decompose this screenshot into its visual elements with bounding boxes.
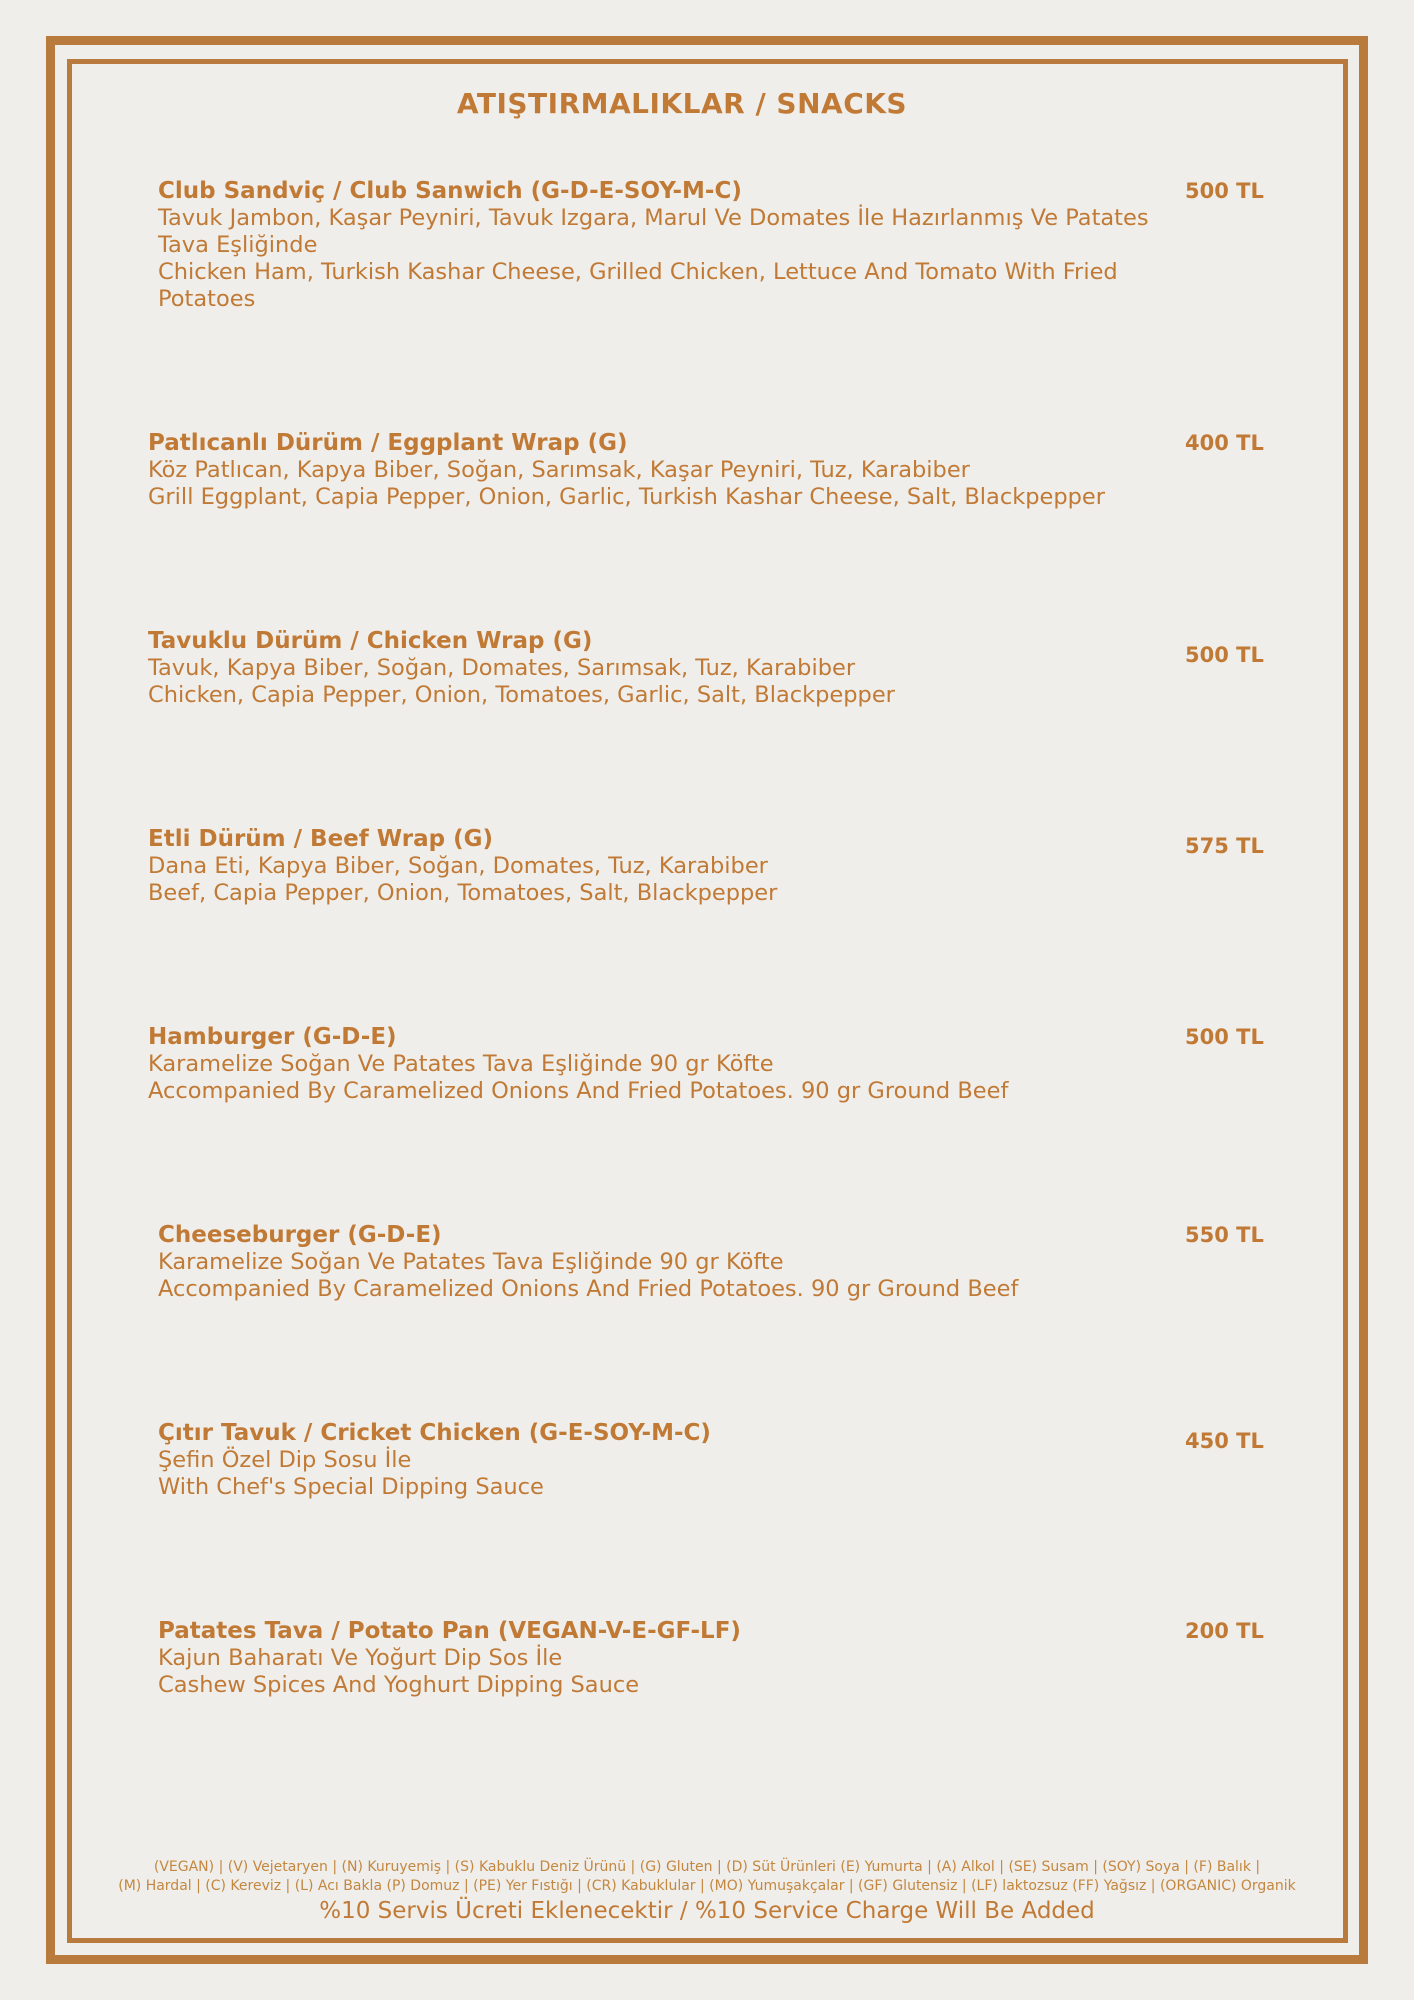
menu-item-cheeseburger	[158, 1222, 1198, 1303]
item-description-tr: Şefin Özel Dip Sosu İle	[158, 1447, 412, 1473]
item-name: Patates Tava / Potato Pan (VEGAN-V-E-GF-LF)	[158, 1618, 741, 1644]
item-name: Cheeseburger (G-D-E)	[158, 1222, 442, 1248]
item-price: 500 TL	[1185, 1025, 1264, 1049]
item-name: Etli Dürüm / Beef Wrap (G)	[148, 826, 493, 852]
item-name: Patlıcanlı Dürüm / Eggplant Wrap (G)	[148, 430, 628, 456]
item-price: 500 TL	[1185, 643, 1264, 667]
item-price: 200 TL	[1185, 1619, 1264, 1643]
menu-item-hamburger	[148, 1024, 1188, 1105]
item-name: Tavuklu Dürüm / Chicken Wrap (G)	[148, 628, 593, 654]
item-description-en: With Chef's Special Dipping Sauce	[158, 1474, 544, 1500]
item-description-tr: Karamelize Soğan Ve Patates Tava Eşliğinde 90 gr Köfte	[158, 1249, 784, 1275]
item-name: Club Sandviç / Club Sanwich (G-D-E-SOY-M-C)	[158, 178, 742, 204]
item-description-tr: Kajun Baharatı Ve Yoğurt Dip Sos İle	[158, 1645, 563, 1671]
item-description-tr: Köz Patlıcan, Kapya Biber, Soğan, Sarımsak, Kaşar Peyniri, Tuz, Karabiber	[148, 457, 970, 483]
allergen-legend-line-1: (VEGAN) | (V) Vejetaryen | (N) Kuruyemiş | (S) Kabuklu Deniz Ürünü | (G) Gluten | (D) Süt Ürünleri (E) Yumurta | (A) Alkol | (SE) Susam | (SOY) Soya | (F) Balık |	[153, 1859, 1261, 1875]
menu-item-crispy-chicken	[158, 1420, 1198, 1501]
menu-item-chicken-wrap	[148, 628, 1188, 709]
item-price: 500 TL	[1185, 179, 1264, 203]
menu-section-title: ATIŞTIRMALIKLAR / SNACKS	[456, 87, 908, 120]
menu-item-club-sandwich	[158, 178, 1198, 313]
item-description-en: Chicken, Capia Pepper, Onion, Tomatoes, Garlic, Salt, Blackpepper	[148, 682, 895, 708]
item-description-en: Accompanied By Caramelized Onions And Fried Potatoes. 90 gr Ground Beef	[158, 1276, 1019, 1302]
item-price: 400 TL	[1185, 431, 1264, 455]
service-charge-note: %10 Servis Ücreti Eklenecektir / %10 Service Charge Will Be Added	[319, 1898, 1095, 1924]
item-name: Hamburger (G-D-E)	[148, 1024, 397, 1050]
item-description-tr: Karamelize Soğan Ve Patates Tava Eşliğinde 90 gr Köfte	[148, 1051, 774, 1077]
menu-item-potato-pan	[158, 1618, 1198, 1699]
item-description-en: Cashew Spices And Yoghurt Dipping Sauce	[158, 1672, 640, 1698]
item-description-tr: Tavuk Jambon, Kaşar Peyniri, Tavuk Izgara, Marul Ve Domates İle Hazırlanmış Ve Patates Tava Eşliğinde	[158, 205, 1149, 258]
item-description-en: Grill Eggplant, Capia Pepper, Onion, Garlic, Turkish Kashar Cheese, Salt, Blackpepper	[148, 484, 1106, 510]
item-description-en: Chicken Ham, Turkish Kashar Cheese, Grilled Chicken, Lettuce And Tomato With Fried Potatoes	[158, 259, 1118, 312]
allergen-legend-line-2: (M) Hardal | (C) Kereviz | (L) Acı Bakla (P) Domuz | (PE) Yer Fıstığı | (CR) Kabuklular | (MO) Yumuşakçalar | (GF) Glutensiz | (LF) laktozsuz (FF) Yağsız | (ORGANIC) Organik	[118, 1878, 1296, 1894]
item-description-en: Accompanied By Caramelized Onions And Fried Potatoes. 90 gr Ground Beef	[148, 1078, 1009, 1104]
menu-item-beef-wrap	[148, 826, 1188, 907]
item-price: 575 TL	[1185, 834, 1264, 858]
item-price: 450 TL	[1185, 1429, 1264, 1453]
item-price: 550 TL	[1185, 1223, 1264, 1247]
item-description-tr: Tavuk, Kapya Biber, Soğan, Domates, Sarımsak, Tuz, Karabiber	[148, 655, 856, 681]
item-description-en: Beef, Capia Pepper, Onion, Tomatoes, Salt, Blackpepper	[148, 880, 778, 906]
item-description-tr: Dana Eti, Kapya Biber, Soğan, Domates, Tuz, Karabiber	[148, 853, 768, 879]
item-name: Çıtır Tavuk / Cricket Chicken (G-E-SOY-M-C)	[158, 1420, 711, 1446]
menu-item-eggplant-wrap	[148, 430, 1188, 511]
